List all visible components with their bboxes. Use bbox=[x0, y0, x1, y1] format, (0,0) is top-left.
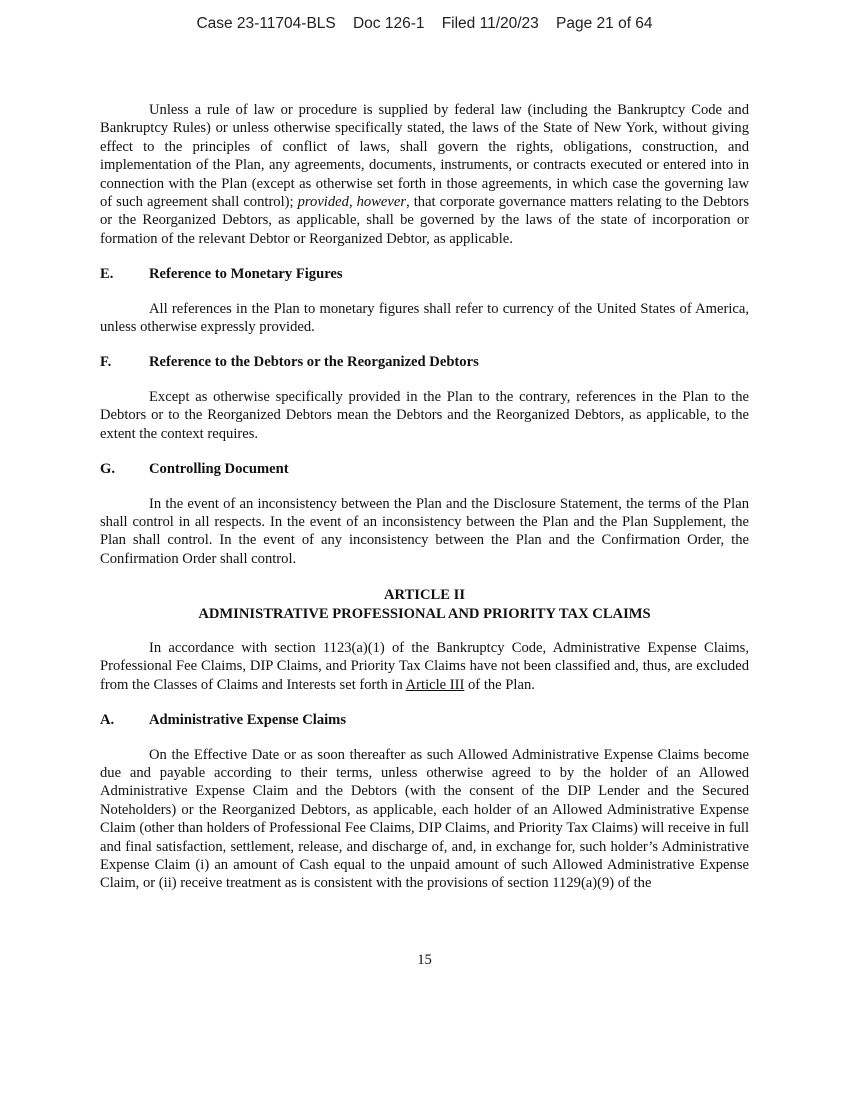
provided-italic: provided bbox=[297, 194, 349, 211]
article-heading: ARTICLE II bbox=[384, 587, 465, 604]
page-number: 15 bbox=[417, 952, 432, 968]
section-g-title: Controlling Document bbox=[149, 461, 289, 478]
section-f-heading bbox=[100, 353, 749, 371]
document-body bbox=[100, 101, 749, 893]
separator: , bbox=[348, 194, 357, 211]
section-e-title: Reference to Monetary Figures bbox=[149, 266, 343, 283]
article-intro-text-1: In accordance with section 1123(a)(1) of the Bankruptcy Code, Administrative Expense Claims, Professional Fee Claims, DIP Claims, and Priority Tax Claims have not been classified and, thus, are excluded from the Classes of Claims and Interests set forth in bbox=[100, 639, 749, 693]
section-g-heading bbox=[100, 460, 749, 478]
section-g-letter: G. bbox=[100, 461, 115, 478]
article-iii-reference: Article III bbox=[405, 676, 465, 693]
section-f-paragraph: Except as otherwise specifically provided in the Plan to the contrary, references in the Plan to the Debtors or to the Reorganized Debtors mean the Debtors and the Reorganized Debtors, as applicable, to the extent the context requires. bbox=[100, 388, 749, 442]
section-e-paragraph: All references in the Plan to monetary figures shall refer to currency of the United States of America, unless otherwise expressly provided. bbox=[100, 300, 749, 336]
section-a-heading bbox=[100, 711, 749, 729]
article-intro-paragraph bbox=[100, 639, 749, 694]
article-subheading: ADMINISTRATIVE PROFESSIONAL AND PRIORITY TAX CLAIMS bbox=[198, 605, 651, 622]
governing-law-paragraph bbox=[100, 101, 749, 248]
however-italic: however bbox=[356, 194, 407, 211]
case-header: Case 23-11704-BLS Doc 126-1 Filed 11/20/23 Page 21 of 64 bbox=[196, 15, 653, 32]
article-intro-text-2: of the Plan. bbox=[464, 676, 535, 693]
section-f-title: Reference to the Debtors or the Reorganized Debtors bbox=[149, 354, 479, 371]
governing-law-text-1: Unless a rule of law or procedure is supplied by federal law (including the Bankruptcy Code and Bankruptcy Rules) or unless otherwise specifically stated, the laws of the State of New York, without giving effect to the principles of conflict of laws, shall govern the rights, obligations, construction, and implementation of the Plan, any agreements, documents, instruments, or contracts executed or entered into in connection with the Plan (except as otherwise set forth in those agreements, in which case the governing law of such agreement shall control); bbox=[100, 102, 749, 211]
section-a-letter: A. bbox=[100, 712, 115, 729]
section-g-paragraph: In the event of an inconsistency between the Plan and the Disclosure Statement, the terms of the Plan shall control in all respects. In the event of an inconsistency between the Plan and the Plan Supplement, the Plan shall control. In the event of any inconsistency between the Plan and the Confirmation Order, the Confirmation Order shall control. bbox=[100, 495, 749, 567]
governing-law-text-2: , that corporate governance matters relating to the Debtors or the Reorganized Debtors, as applicable, shall be governed by the laws of the state of incorporation or formation of the relevant Debtor or Reorganized Debtor, as applicable. bbox=[100, 194, 750, 247]
section-a-paragraph: On the Effective Date or as soon thereafter as such Allowed Administrative Expense Claims become due and payable according to their terms, unless otherwise agreed to by the holder of an Allowed Administrative Expense Claim and the Debtors (with the consent of the DIP Lender and the Secured Noteholders) or the Reorganized Debtors, as applicable, each holder of an Allowed Administrative Expense Claim (other than holders of Professional Fee Claims, DIP Claims, and Priority Tax Claims) will receive in full and final satisfaction, settlement, release, and discharge of, and, in exchange for, such holder’s Administrative Expense Claim (i) an amount of Cash equal to the unpaid amount of such Allowed Administrative Expense Claim, or (ii) receive treatment as is consistent with the provisions of section 1129(a)(9) of the bbox=[100, 746, 749, 892]
section-e-letter: E. bbox=[100, 266, 114, 283]
section-f-letter: F. bbox=[100, 354, 112, 371]
section-a-title: Administrative Expense Claims bbox=[149, 712, 347, 729]
section-e-heading bbox=[100, 265, 749, 283]
